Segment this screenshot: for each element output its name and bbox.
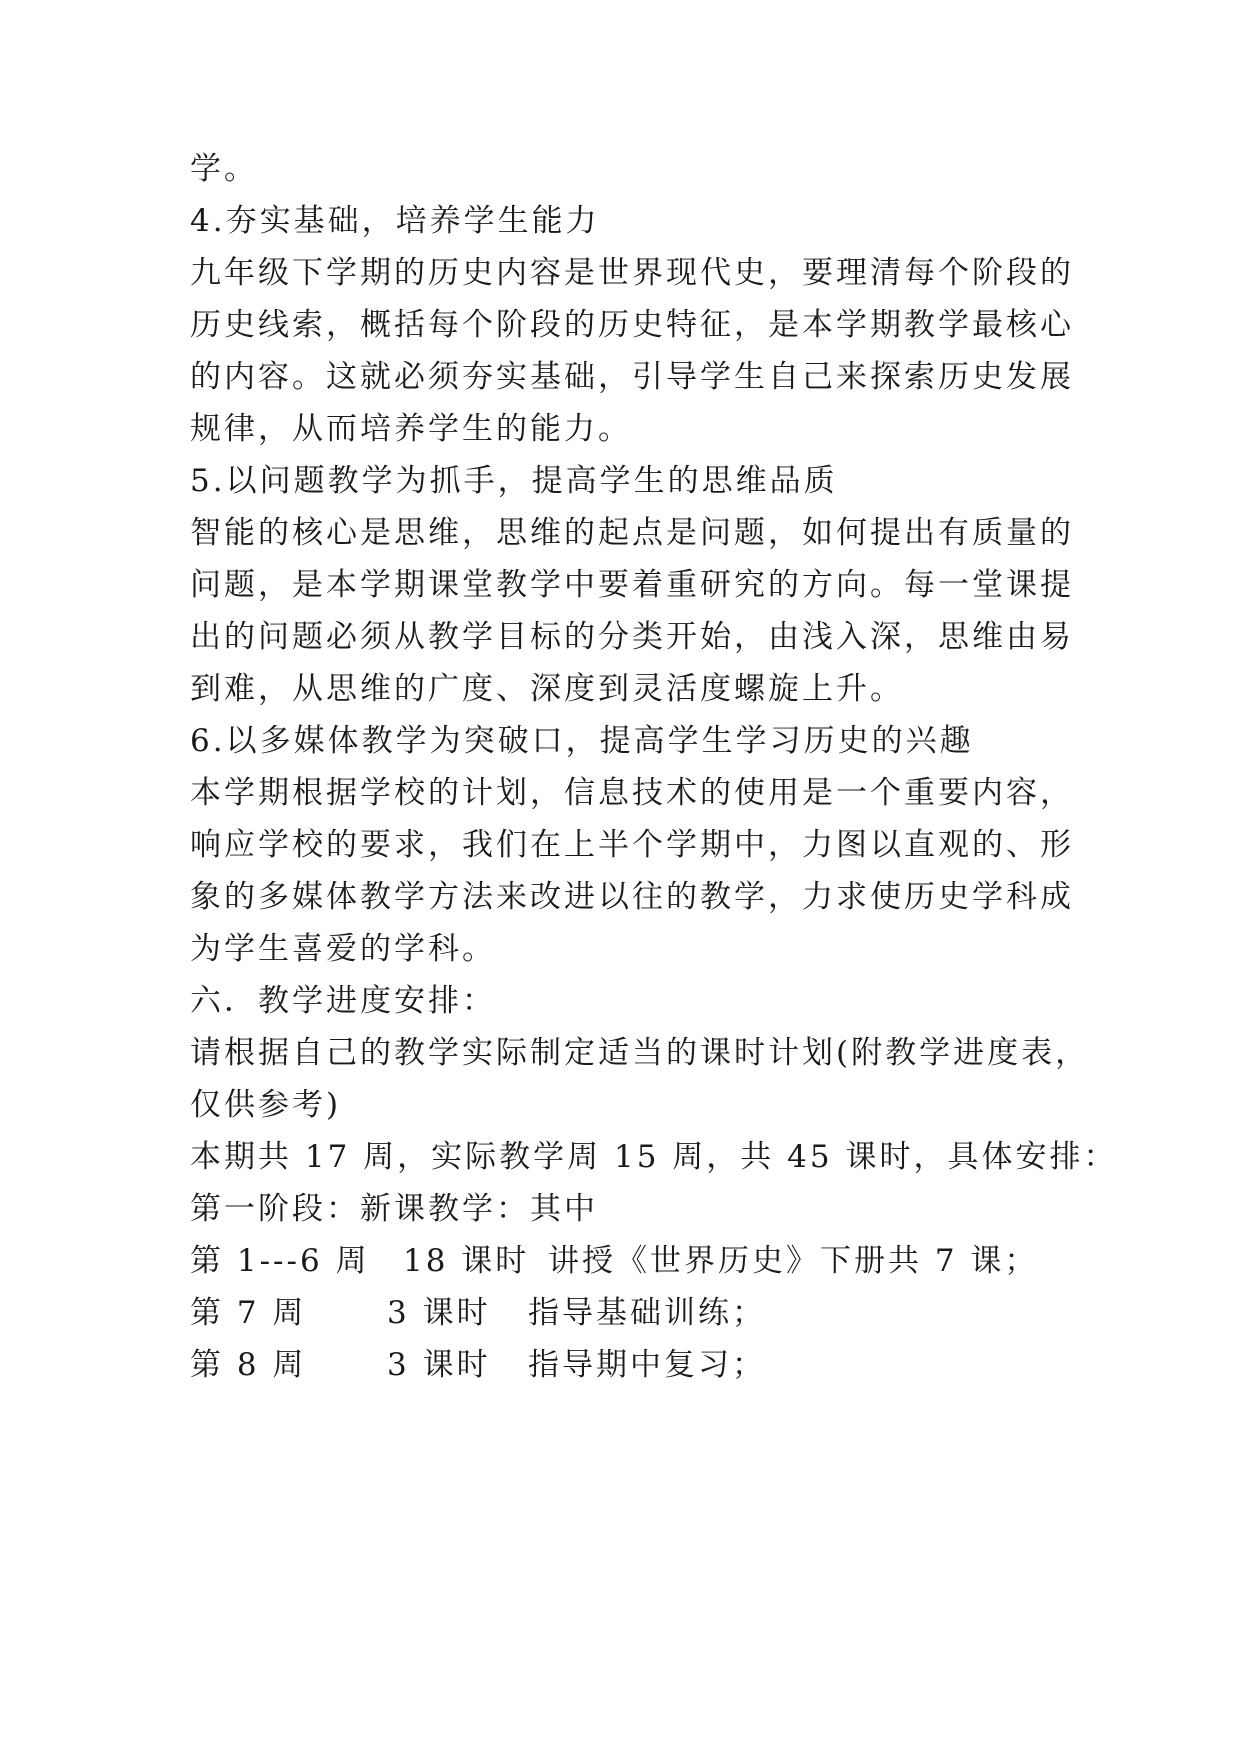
text-line: 请根据自己的教学实际制定适当的课时计划(附教学进度表， xyxy=(190,1035,1090,1071)
schedule-task: 讲授《世界历史》下册共 7 课； xyxy=(548,1243,1039,1279)
schedule-week: 第 8 周 xyxy=(190,1347,307,1383)
schedule-week: 第 1---6 周 xyxy=(190,1243,370,1279)
schedule-task: 指导期中复习； xyxy=(528,1347,766,1383)
text-line: 第一阶段：新课教学：其中 xyxy=(190,1191,598,1227)
section-heading-6: 6.以多媒体教学为突破口，提高学生学习历史的兴趣 xyxy=(190,723,974,759)
schedule-week: 第 7 周 xyxy=(190,1295,307,1331)
text-line: 智能的核心是思维，思维的起点是问题，如何提出有质量的 xyxy=(190,515,1074,551)
text-line: 历史线索，概括每个阶段的历史特征，是本学期教学最核心 xyxy=(190,307,1074,343)
text-line: 到难，从思维的广度、深度到灵活度螺旋上升。 xyxy=(190,671,904,707)
text-line: 的内容。这就必须夯实基础，引导学生自己来探索历史发展 xyxy=(190,359,1074,395)
text-line: 规律，从而培养学生的能力。 xyxy=(190,411,632,447)
text-line: 本期共 17 周，实际教学周 15 周，共 45 课时，具体安排： xyxy=(190,1139,1118,1175)
section-heading-4: 4.夯实基础，培养学生能力 xyxy=(190,203,600,239)
text-line: 仅供参考) xyxy=(190,1087,342,1123)
text-line: 学。 xyxy=(190,151,258,187)
schedule-hours: 3 课时 xyxy=(387,1347,491,1383)
schedule-hours: 18 课时 xyxy=(403,1243,530,1279)
text-line: 九年级下学期的历史内容是世界现代史，要理清每个阶段的 xyxy=(190,255,1074,291)
schedule-task: 指导基础训练； xyxy=(528,1295,766,1331)
schedule-hours: 3 课时 xyxy=(387,1295,491,1331)
text-line: 响应学校的要求，我们在上半个学期中，力图以直观的、形 xyxy=(190,827,1074,863)
section-heading-5: 5.以问题教学为抓手，提高学生的思维品质 xyxy=(190,463,838,499)
text-line: 本学期根据学校的计划，信息技术的使用是一个重要内容， xyxy=(190,775,1074,811)
text-line: 为学生喜爱的学科。 xyxy=(190,931,496,967)
section-heading-schedule: 六．教学进度安排： xyxy=(190,983,496,1019)
text-line: 象的多媒体教学方法来改进以往的教学，力求使历史学科成 xyxy=(190,879,1074,915)
text-line: 出的问题必须从教学目标的分类开始，由浅入深，思维由易 xyxy=(190,619,1074,655)
text-line: 问题，是本学期课堂教学中要着重研究的方向。每一堂课提 xyxy=(190,567,1074,603)
